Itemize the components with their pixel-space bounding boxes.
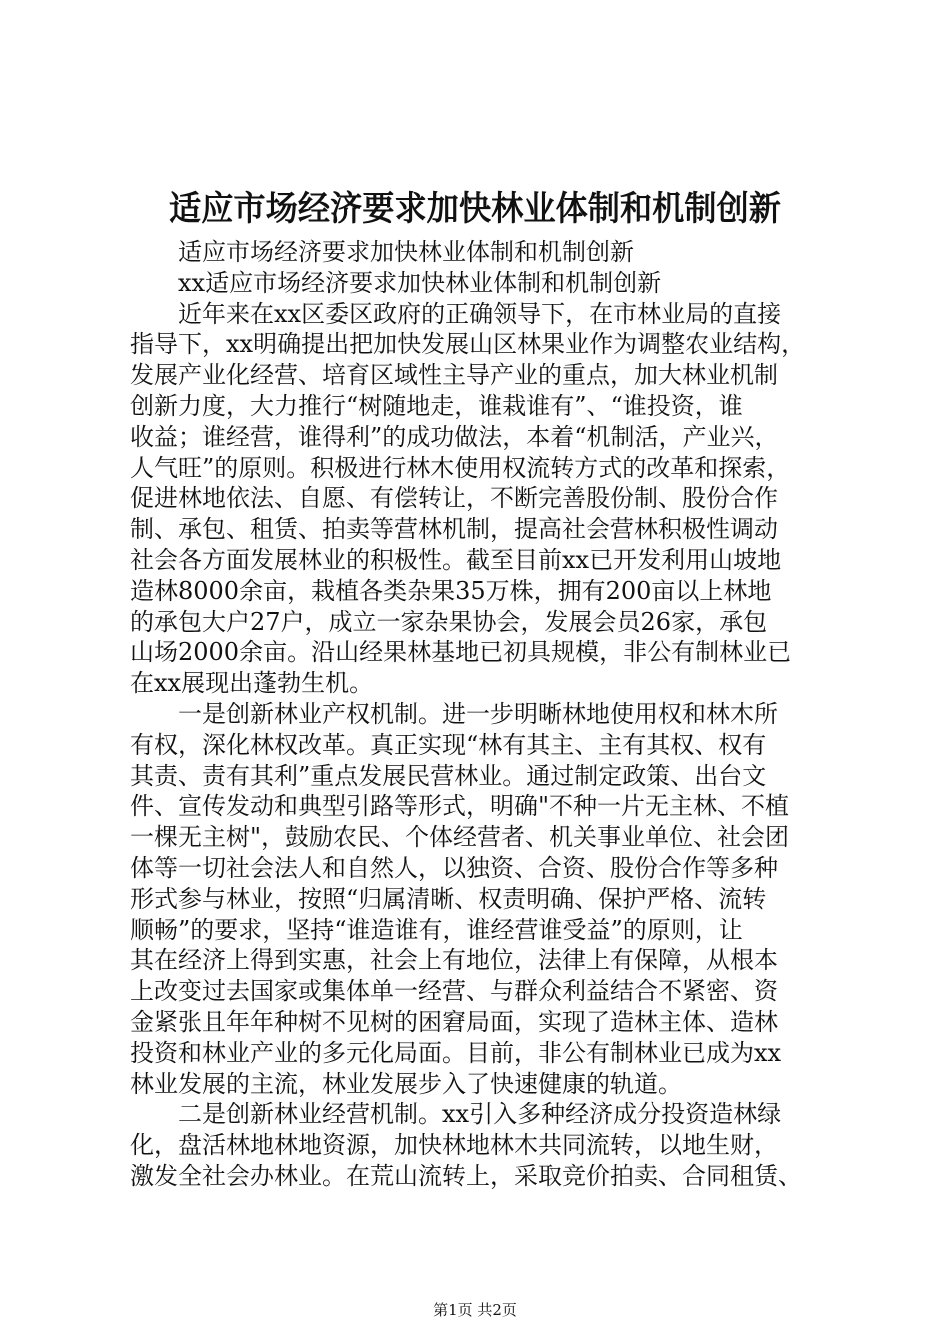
body-text-line: 二是创新林业经营机制。xx引入多种经济成分投资造林绿 (130, 1100, 782, 1129)
body-text-line: 适应市场经济要求加快林业体制和机制创新 (130, 238, 634, 266)
document-title: 适应市场经济要求加快林业体制和机制创新 (169, 189, 781, 229)
body-text-line: 林业发展的主流，林业发展步入了快速健康的轨道。 (130, 1069, 682, 1098)
body-text-line: 指导下，xx明确提出把加快发展山区林果业作为调整农业结构， (130, 330, 806, 359)
body-text-line: 顺畅”的要求，坚持“谁造谁有，谁经营谁受益”的原则，让 (130, 915, 743, 944)
body-text-line: 山场2000余亩。沿山经果林基地已初具规模，非公有制林业已 (130, 638, 792, 667)
body-text-line: 近年来在xx区委区政府的正确领导下，在市林业局的直接 (130, 299, 782, 328)
body-text-line: 社会各方面发展林业的积极性。截至目前xx已开发利用山坡地 (130, 546, 782, 574)
body-text-line: 激发全社会办林业。在荒山流转上，采取竞价拍卖、合同租赁、 (130, 1162, 802, 1190)
body-text-line: 形式参与林业，按照“归属清晰、权责明确、保护严格、流转 (130, 884, 767, 913)
page-footer: 第1页 共2页 (433, 1301, 517, 1319)
body-text-line: 促进林地依法、自愿、有偿转让，不断完善股份制、股份合作 (130, 484, 778, 513)
body-text-line: 制、承包、租赁、拍卖等营林机制，提高社会营林积极性调动 (130, 515, 778, 544)
body-text-line: 创新力度，大力推行“树随地走，谁栽谁有”、“谁投资，谁 (130, 392, 743, 420)
body-text-line: 投资和林业产业的多元化局面。目前，非公有制林业已成为xx (130, 1038, 782, 1067)
body-text-line: 人气旺”的原则。积极进行林木使用权流转方式的改革和探索， (130, 453, 791, 482)
body-text-line: 在xx展现出蓬勃生机。 (130, 669, 374, 698)
body-text-line: 体等一切社会法人和自然人，以独资、合资、股份合作等多种 (130, 854, 778, 882)
body-text-line: 金紧张且年年种树不见树的困窘局面，实现了造林主体、造林 (130, 1008, 778, 1036)
body-text-line: xx适应市场经济要求加快林业体制和机制创新 (130, 268, 662, 297)
body-text-line: 其在经济上得到实惠，社会上有地位，法律上有保障，从根本 (130, 946, 778, 975)
body-text-line: 收益；谁经营，谁得利”的成功做法，本着“机制活，产业兴， (130, 422, 779, 451)
body-text-line: 发展产业化经营、培育区域性主导产业的重点，加大林业机制 (130, 361, 778, 390)
body-text-line: 造林8000余亩，栽植各类杂果35万株，拥有200亩以上林地 (130, 576, 772, 605)
body-text-line: 一棵无主树"，鼓励农民、个体经营者、机关事业单位、社会团 (130, 823, 790, 852)
body-text-line: 一是创新林业产权机制。进一步明晰林地使用权和林木所 (130, 700, 778, 728)
body-text-line: 化，盘活林地林地资源，加快林地林木共同流转，以地生财， (130, 1131, 778, 1160)
body-text-line: 件、宣传发动和典型引路等形式，明确"不种一片无主林、不植 (130, 792, 790, 821)
body-text-line: 其责、责有其利”重点发展民营林业。通过制定政策、出台文 (130, 761, 767, 790)
body-text-line: 有权，深化林权改革。真正实现“林有其主、主有其权、权有 (130, 730, 767, 759)
body-text-line: 上改变过去国家或集体单一经营、与群众利益结合不紧密、资 (130, 977, 778, 1006)
body-text-line: 的承包大户27户，成立一家杂果协会，发展会员26家，承包 (130, 607, 768, 636)
